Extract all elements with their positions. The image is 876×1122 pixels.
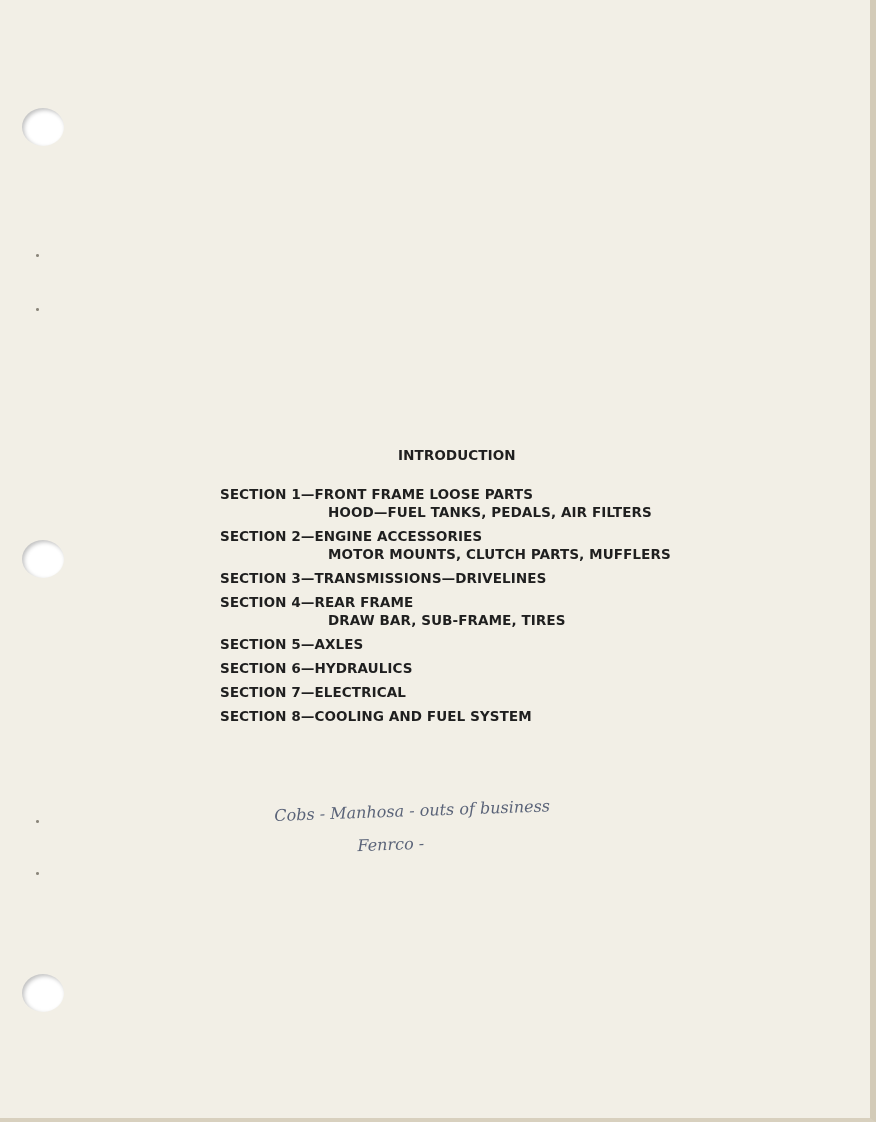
toc-row [220, 636, 720, 654]
toc-section-label: SECTION 6—HYDRAULICS [220, 661, 413, 677]
toc-section-label: SECTION 5—AXLES [220, 637, 364, 653]
toc-row [220, 660, 720, 678]
toc-row [220, 594, 720, 630]
binder-hole-bottom [22, 974, 64, 1012]
toc-section-label: SECTION 8—COOLING AND FUEL SYSTEM [220, 709, 532, 725]
handwritten-notes [274, 796, 551, 858]
handwritten-note-line-2: Fenrco - [357, 833, 425, 856]
toc-row [220, 684, 720, 702]
toc-section-subtitle: DRAW BAR, SUB-FRAME, TIRES [328, 613, 566, 629]
handwritten-note-line-1: Cobs - Manhosa - outs of business [274, 796, 551, 825]
toc-section-label: SECTION 2—ENGINE ACCESSORIES [220, 529, 483, 545]
toc-row [220, 708, 720, 726]
toc-row [220, 486, 720, 522]
paper-speck [36, 820, 39, 823]
toc-section-label: SECTION 3—TRANSMISSIONS—DRIVELINES [220, 571, 547, 587]
paper-speck [36, 308, 39, 311]
paper-speck [36, 254, 39, 257]
toc-row [220, 528, 720, 564]
toc-section-label: SECTION 7—ELECTRICAL [220, 685, 406, 701]
binder-hole-top [22, 108, 64, 146]
toc-title: INTRODUCTION [398, 448, 516, 464]
toc-section-subtitle: HOOD—FUEL TANKS, PEDALS, AIR FILTERS [328, 505, 652, 521]
toc-row [220, 570, 720, 588]
paper-speck [36, 872, 39, 875]
toc-section-label: SECTION 4—REAR FRAME [220, 595, 414, 611]
toc-section-subtitle: MOTOR MOUNTS, CLUTCH PARTS, MUFFLERS [328, 547, 671, 563]
toc-section-label: SECTION 1—FRONT FRAME LOOSE PARTS [220, 487, 534, 503]
toc-list [220, 486, 720, 732]
binder-hole-middle [22, 540, 64, 578]
